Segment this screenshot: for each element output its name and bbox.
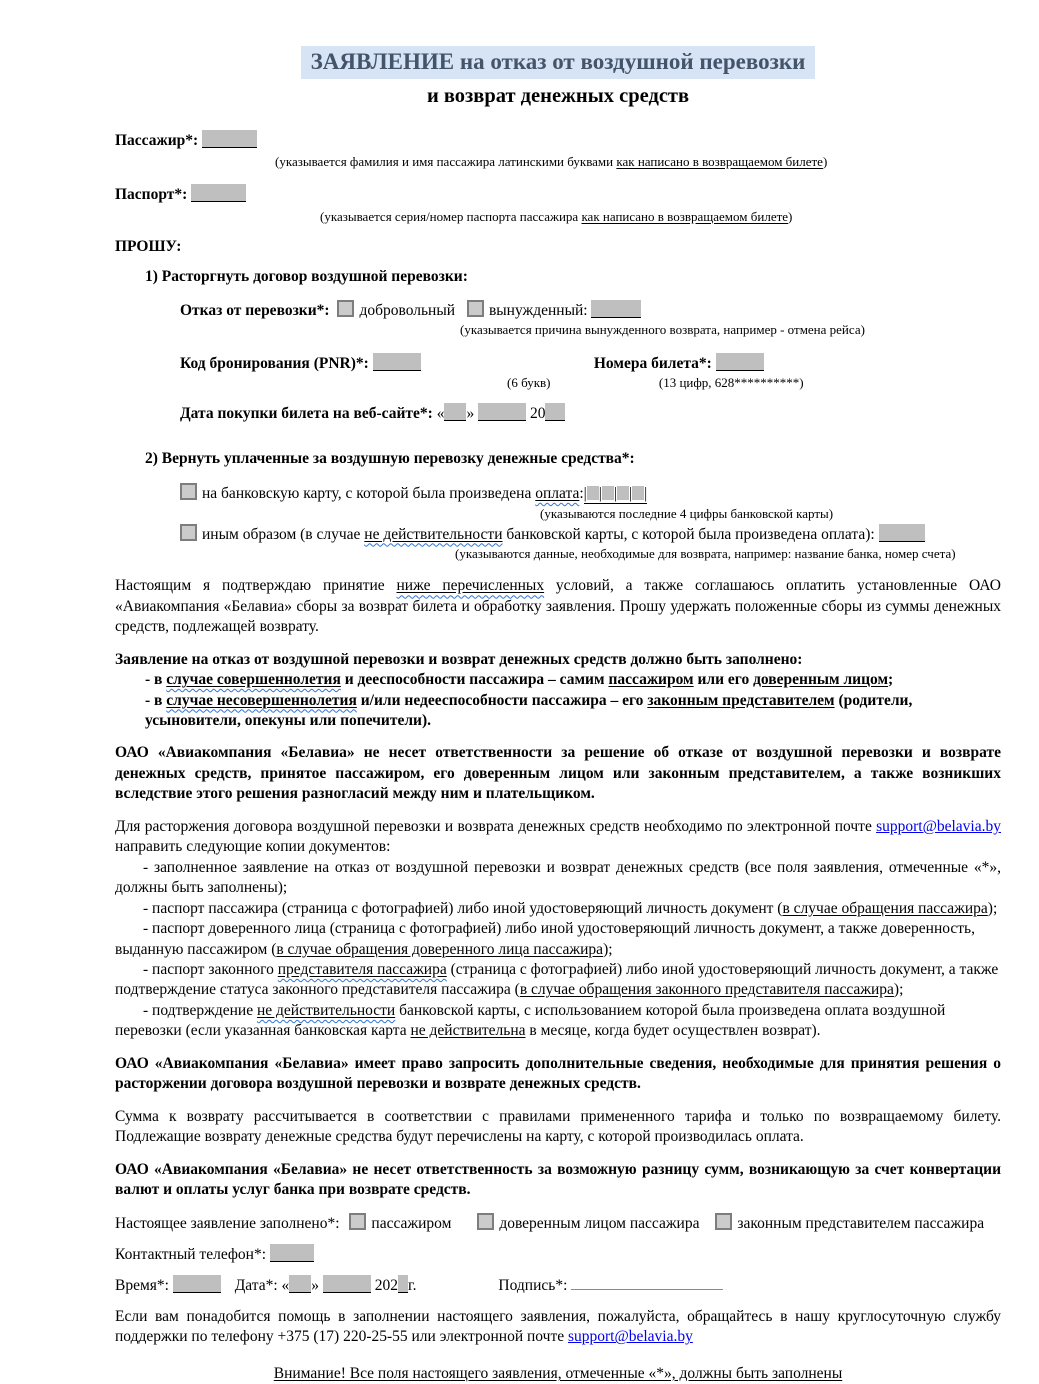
passenger-input[interactable]	[202, 130, 257, 148]
ticket-number-input[interactable]	[716, 353, 764, 371]
date-quote-open: «	[281, 1277, 290, 1295]
digit-separator: |	[598, 485, 602, 503]
confirm-wavy-inner: ниже перечисленных	[396, 577, 545, 595]
pnr-label: Код бронирования (PNR)*:	[180, 354, 369, 372]
card-refund-text: на банковскую карту, с которой была произведена	[202, 485, 536, 503]
filled-by-representative-label: законным представителем пассажира	[737, 1214, 985, 1232]
doc-item-3	[115, 919, 1001, 960]
fill1-post: ;	[888, 671, 894, 689]
doc5-mid: банковской карты, с использованием которой была произведена оплата воздушной перевозки (если указанная банковская карта	[115, 1001, 946, 1040]
filled-by-row	[115, 1213, 1001, 1234]
doc-item-4	[115, 960, 1001, 1001]
help-support-email-link[interactable]: support@belavia.by	[567, 1328, 693, 1346]
fill1-mid: и дееспособности пассажира – самим	[340, 671, 609, 689]
documents-intro	[115, 817, 1001, 858]
docs-intro-post: направить следующие копии документов:	[115, 838, 391, 856]
card-refund-hint: (указываются последние 4 цифры банковской карты)	[540, 505, 834, 521]
fill1-pre: - в	[145, 671, 167, 689]
help-text: Если вам понадобится помощь в заполнении настоящего заявления, пожалуйста, обращайтесь в нашу круглосуточную службу поддержки по телефону +375 (17) 220-25-55 или электронной почте	[115, 1307, 1001, 1346]
ticket-label: Номера билета*:	[593, 354, 712, 372]
ticket-hint: (13 цифр, 628**********)	[658, 374, 804, 390]
date-year-suffix: г.	[408, 1277, 417, 1295]
pnr-input[interactable]	[373, 353, 421, 371]
request-heading: ПРОШУ:	[115, 238, 182, 256]
digit-separator: |	[644, 485, 648, 503]
card-refund-checkbox[interactable]	[180, 483, 197, 500]
other-refund-wavy-inner: не действительности	[364, 525, 503, 543]
doc-item-5	[115, 1001, 1001, 1042]
contact-phone-input[interactable]	[270, 1244, 314, 1262]
refusal-label: Отказ от перевозки*:	[180, 301, 330, 319]
doc2-pre: - паспорт пассажира (страница с фотографией) либо иной удостоверяющий личность документ (	[143, 899, 783, 917]
confirm-paragraph	[115, 576, 1001, 637]
quote-open: «	[436, 405, 445, 423]
date-label: Дата*:	[234, 1277, 278, 1295]
document-title-line1: ЗАЯВЛЕНИЕ на отказ от воздушной перевозки	[301, 46, 816, 79]
section1-heading: 1) Расторгнуть договор воздушной перевозки:	[145, 268, 468, 286]
filled-by-passenger-label: пассажиром	[371, 1214, 452, 1232]
other-refund-wavy-word	[364, 526, 502, 543]
purchase-date-label: Дата покупки билета на веб-сайте*:	[180, 405, 433, 423]
signature-line[interactable]	[571, 1275, 723, 1290]
time-input[interactable]	[173, 1275, 221, 1293]
docs-intro-pre: Для расторжения договора воздушной перевозки и возврата денежных средств необходимо по электронной почте	[115, 817, 877, 835]
card-refund-colon: :	[579, 485, 584, 503]
pnr-line	[180, 353, 590, 374]
time-label: Время*:	[115, 1277, 169, 1295]
other-refund-text-post: банковской карты, с которой была произведена оплата):	[502, 525, 875, 543]
doc5-wavy	[257, 1002, 395, 1019]
passenger-hint-underlined: как написано в возвращаемом билете	[616, 154, 823, 170]
fill2-wavy-inner: случае несовершеннолетия	[166, 691, 357, 709]
support-email-link[interactable]: support@belavia.by	[876, 817, 1001, 835]
fill2-mid: и/или недееспособности пассажира – его	[356, 691, 648, 709]
date-month-input[interactable]	[323, 1275, 371, 1293]
doc4-post: );	[893, 981, 904, 999]
fill2-pre: - в	[145, 691, 167, 709]
doc5-pre: - подтверждение	[143, 1001, 257, 1019]
footer-warning-text: Внимание! Все поля настоящего заявления, отмеченные «*», должны быть заполнены	[273, 1364, 843, 1382]
digit-box-4[interactable]	[632, 486, 644, 500]
card-refund-wavy-word	[535, 485, 579, 502]
passport-hint-close: )	[788, 208, 793, 224]
forced-reason-hint: (указывается причина вынужденного возврата, например - отмена рейса)	[460, 322, 865, 338]
doc3-post: );	[603, 940, 613, 958]
other-refund-row	[180, 524, 1001, 545]
conversion-paragraph: ОАО «Авиакомпания «Белавиа» не несет ответственность за возможную разницу сумм, возникающую за счет конвертации валют и оплаты услуг банка при возврате средств.	[115, 1160, 1001, 1199]
fill1-mid2: или его	[693, 671, 754, 689]
request-info-paragraph: ОАО «Авиакомпания «Белавиа» имеет право запросить дополнительные сведения, необходимые для принятия решения о расторжении договора воздушной перевозки и возврате денежных средств.	[115, 1054, 1001, 1093]
fill2-wavy	[166, 692, 357, 709]
date-day-input[interactable]	[289, 1275, 311, 1293]
fill2-post: (родители, усыновители, опекуны или попечители).	[145, 691, 913, 729]
date-year-input[interactable]	[398, 1275, 408, 1293]
doc-item-2	[115, 899, 1001, 919]
confirm-wavy	[397, 577, 545, 594]
digit-box-3[interactable]	[617, 486, 629, 500]
filled-by-passenger-checkbox[interactable]	[349, 1213, 366, 1230]
digit-box-2[interactable]	[602, 486, 614, 500]
fill-rule-item-1	[145, 670, 1001, 690]
pnr-block	[180, 353, 590, 392]
filled-by-proxy-label: доверенным лицом пассажира	[499, 1214, 700, 1232]
other-refund-text-pre: иным образом (в случае	[202, 525, 365, 543]
fill1-wavy	[166, 671, 341, 688]
filled-by-proxy-checkbox[interactable]	[477, 1213, 494, 1230]
purchase-date-row	[180, 403, 1001, 424]
passport-hint-underlined: как написано в возвращаемом билете	[581, 208, 789, 224]
passport-label: Паспорт*:	[115, 186, 188, 204]
passenger-hint	[275, 153, 1001, 170]
card-refund-row	[180, 483, 1001, 504]
forced-option-label: вынужденный:	[488, 301, 588, 319]
footer-warning	[115, 1364, 1001, 1384]
documents-list	[115, 858, 1001, 1042]
voluntary-checkbox[interactable]	[337, 300, 354, 317]
date-quote-close: »	[311, 1277, 320, 1295]
responsibility-paragraph: ОАО «Авиакомпания «Белавиа» не несет ответственности за решение об отказе от воздушной перевозки и возврате денежных средств, принятое пассажиром, его доверенным лицом или законным представителем, а также возникших вследствие этого решения разногласий между ним и плательщиком.	[115, 744, 1001, 803]
card-last-digits[interactable]	[584, 485, 648, 504]
document-title-line1-wrap	[115, 46, 1001, 79]
voluntary-option-label: добровольный	[359, 301, 456, 319]
contact-phone-row	[115, 1244, 1001, 1265]
doc3-pre: - паспорт доверенного лица (страница с фотографией) либо иной удостоверяющий личность документ, а также доверенность, выданную пассажиром (	[115, 920, 975, 958]
doc4-pre: - паспорт законного	[143, 960, 278, 978]
forced-checkbox[interactable]	[467, 300, 484, 317]
purchase-day-input[interactable]	[444, 403, 466, 421]
digit-box-1[interactable]	[587, 486, 599, 500]
signature-label: Подпись*:	[498, 1277, 568, 1295]
document-title-line2: и возврат денежных средств	[426, 84, 690, 107]
passenger-row	[115, 130, 1001, 151]
digit-separator: |	[583, 485, 587, 503]
filled-by-label: Настоящее заявление заполнено*:	[115, 1214, 340, 1232]
ticket-line	[594, 353, 804, 374]
confirm-run1: Настоящим я подтверждаю принятие	[115, 577, 397, 595]
confirm-run3: условий, а также соглашаюсь оплатить установленные ОАО «Авиакомпания «Белавиа» сборы за возврат билета и обработку заявления. Прошу удержать положенные сборы из суммы денежных средств, подлежащей возврату.	[115, 577, 1001, 636]
passport-hint-text: (указывается серия/номер паспорта пассажира	[320, 208, 582, 224]
fill1-wavy-inner: случае совершеннолетия	[166, 671, 341, 689]
doc5-wavy-inner: не действительности	[256, 1001, 396, 1019]
purchase-month-input[interactable]	[478, 403, 526, 421]
doc5-post: в месяце, когда будет осуществлен возврат).	[525, 1022, 821, 1040]
purchase-year-input[interactable]	[545, 403, 565, 421]
doc4-wavy	[278, 961, 447, 978]
doc4-mid: (страница с фотографией) либо иной удостоверяющий личность документ, а также подтверждение статуса законного представителя пассажира (	[115, 960, 999, 999]
pnr-hint: (6 букв)	[507, 374, 551, 390]
other-refund-input[interactable]	[879, 524, 925, 542]
refund-sum-paragraph: Сумма к возврату рассчитывается в соответствии с правилами примененного тарифа и только по возвращаемому билету. Подлежащие возврату денежные средства будут перечислены на карту, с которой производилась оплата.	[115, 1107, 1001, 1146]
other-refund-checkbox[interactable]	[180, 524, 197, 541]
fill-rules-heading: Заявление на отказ от воздушной перевозки и возврат денежных средств должно быть заполнено:	[115, 650, 803, 668]
passenger-label: Пассажир*:	[115, 131, 199, 149]
section2-heading: 2) Вернуть уплаченные за воздушную перевозку денежные средства*:	[145, 449, 635, 467]
fill1-underline2: доверенным лицом	[753, 671, 889, 689]
doc2-underline: в случае обращения пассажира	[782, 899, 988, 917]
fill-rules-block	[115, 650, 1001, 732]
doc5-underline: не действительна	[410, 1022, 526, 1040]
quote-close: »	[466, 405, 475, 423]
contact-phone-label: Контактный телефон*:	[115, 1245, 267, 1263]
doc2-post: );	[987, 899, 998, 917]
other-refund-hint: (указываются данные, необходимые для возврата, например: название банка, номер счета)	[455, 546, 956, 562]
refusal-row	[180, 300, 1001, 321]
date-year-prefix: 202	[374, 1277, 399, 1295]
forced-reason-input[interactable]	[591, 300, 641, 318]
ticket-block	[594, 353, 804, 392]
passenger-hint-close: )	[822, 154, 828, 170]
time-date-sign-row	[115, 1275, 1001, 1296]
passport-input[interactable]	[191, 184, 246, 202]
fill1-underline1: пассажиром	[608, 671, 694, 689]
doc3-underline: в случае обращения доверенного лица пассажира	[276, 940, 604, 958]
doc-item-1: - заполненное заявление на отказ от воздушной перевозки и возврат денежных средств (все поля заявления, отмеченные «*», должны быть заполнены);	[115, 858, 1001, 897]
passport-hint	[320, 208, 1001, 225]
passport-row	[115, 184, 1001, 205]
doc4-wavy-inner: представителя пассажира	[277, 960, 447, 978]
fill-rule-item-2	[145, 691, 1001, 732]
digit-separator: |	[613, 485, 617, 503]
help-paragraph	[115, 1307, 1001, 1348]
card-refund-wavy-inner: оплата	[535, 485, 580, 503]
pnr-ticket-row	[180, 353, 1001, 392]
filled-by-representative-checkbox[interactable]	[715, 1213, 732, 1230]
fill2-underline1: законным представителем	[647, 691, 835, 709]
purchase-year-prefix: 20	[529, 405, 546, 423]
passenger-hint-text: (указывается фамилия и имя пассажира латинскими буквами	[275, 154, 617, 170]
doc4-underline: в случае обращения законного представителя пассажира	[519, 981, 894, 999]
digit-separator: |	[628, 485, 633, 503]
